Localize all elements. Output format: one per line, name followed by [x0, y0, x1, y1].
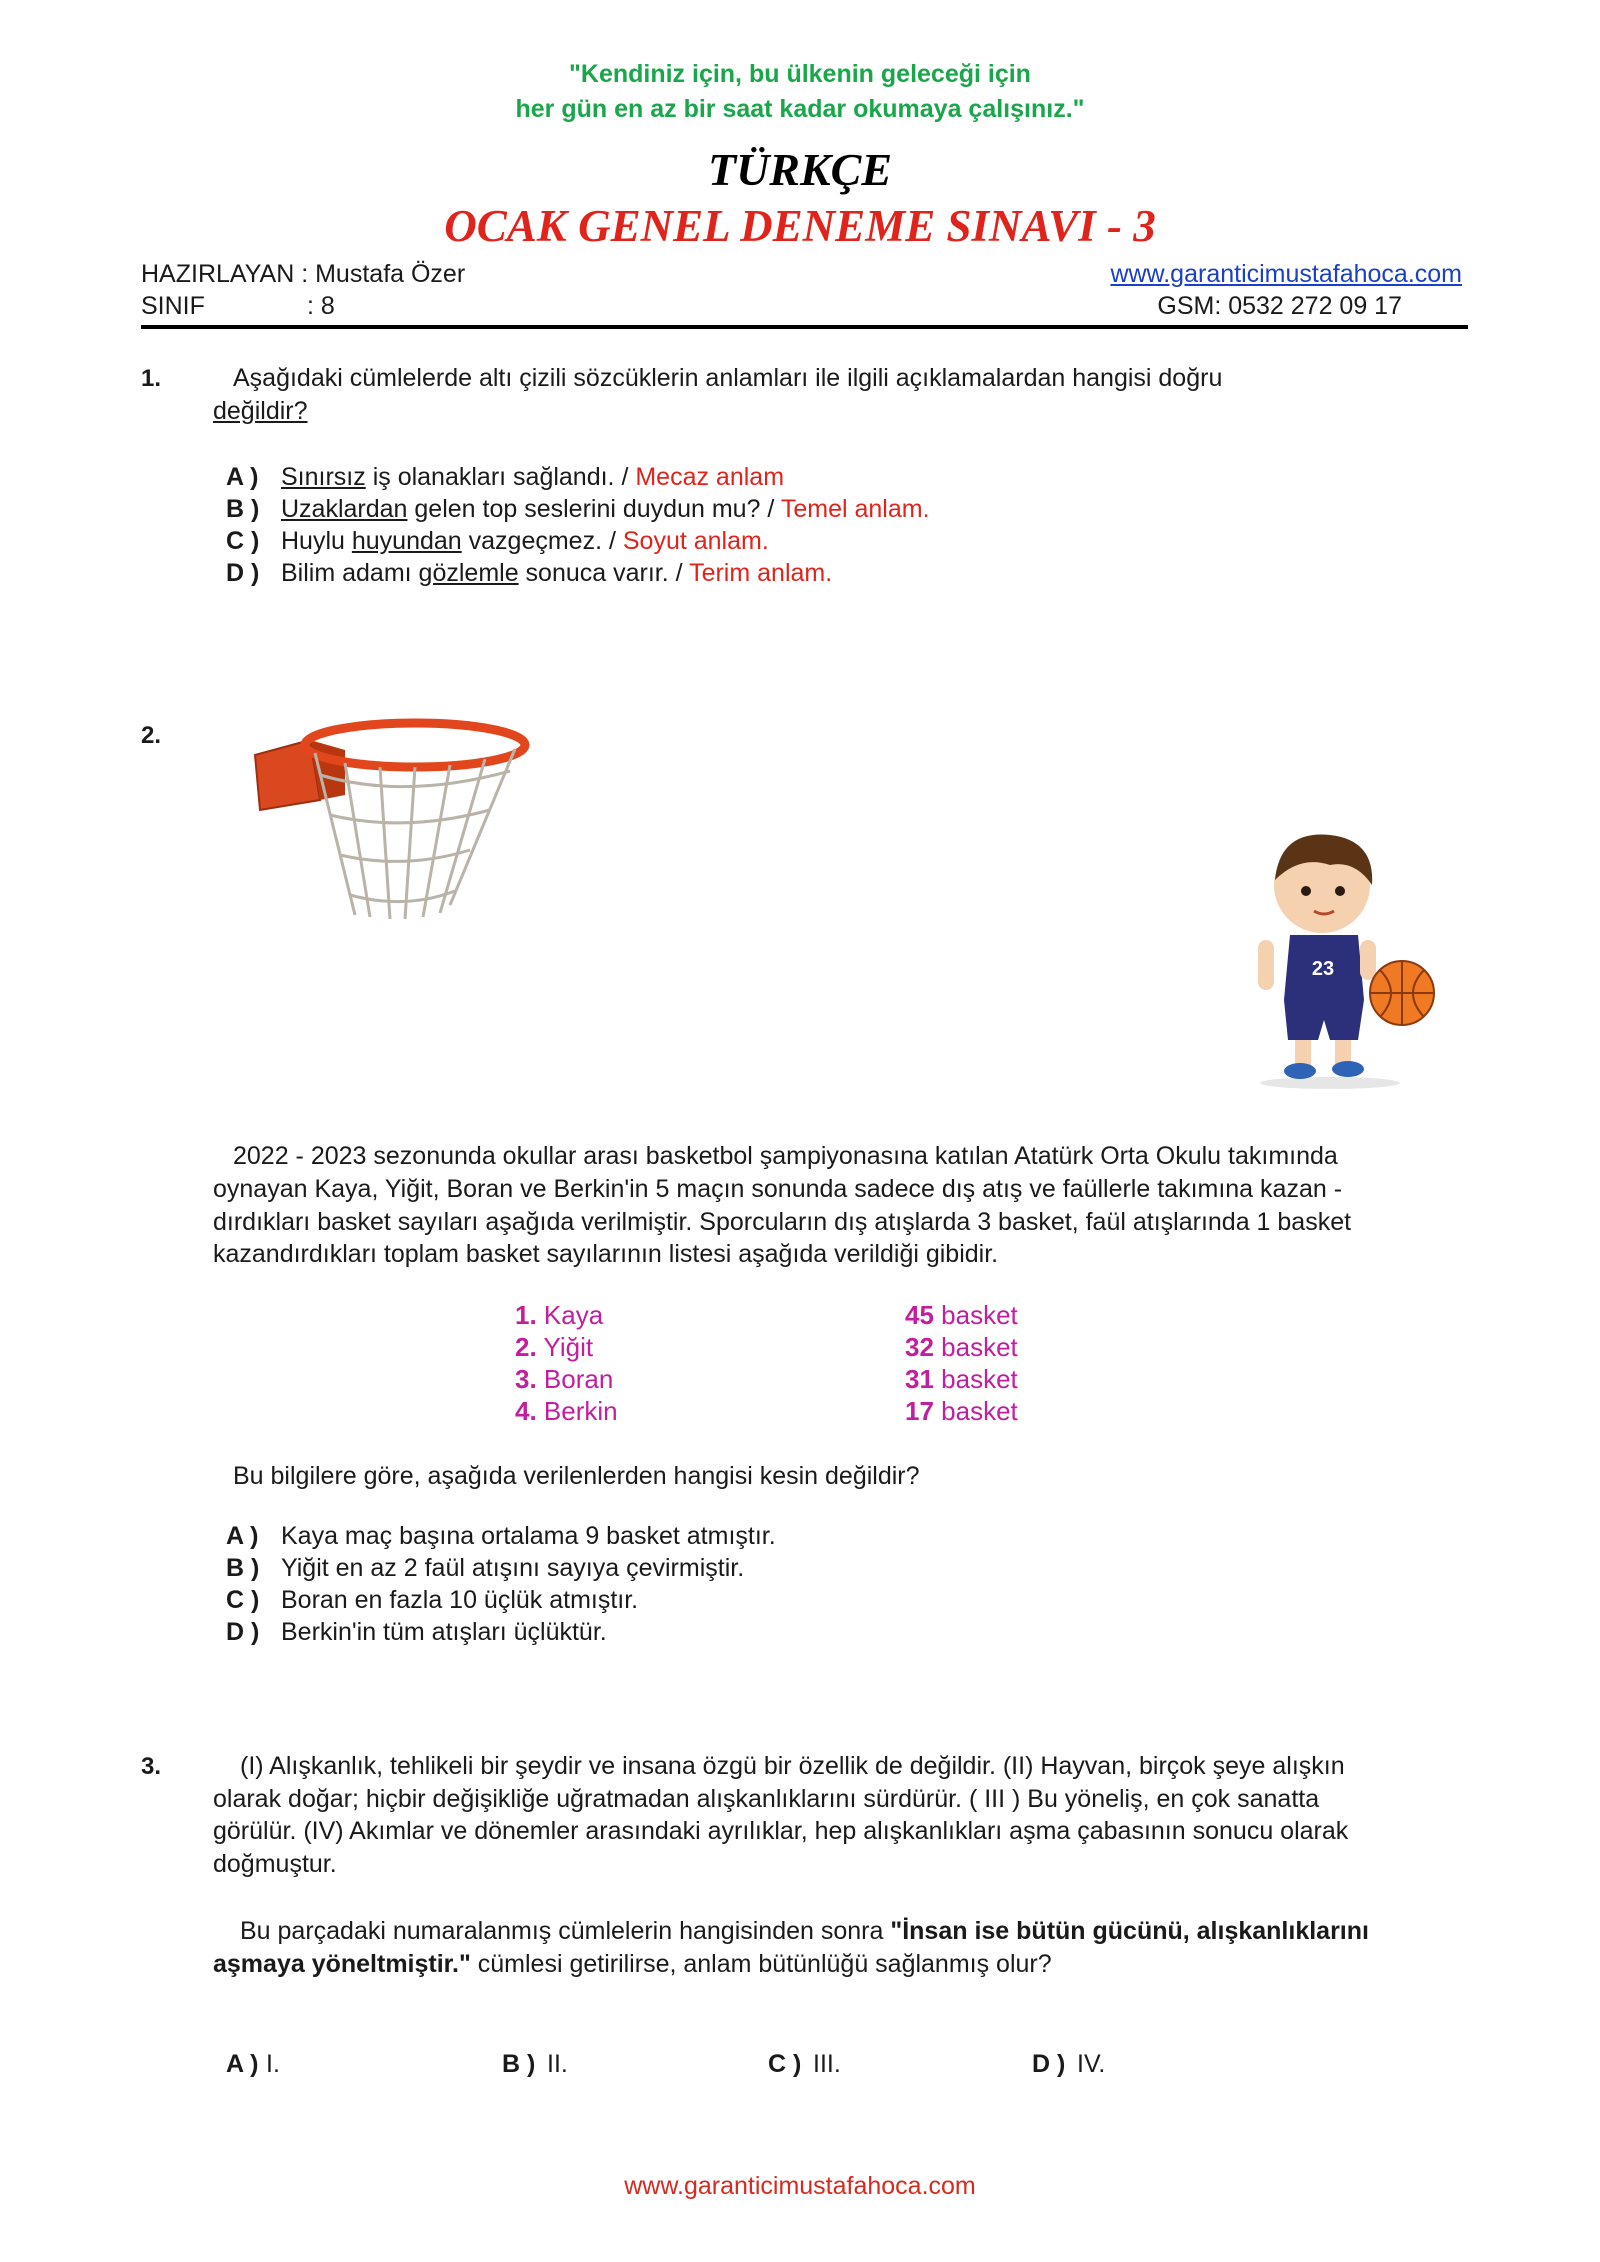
q1-option-b[interactable]: B ) Uzaklardan gelen top seslerini duydun mu? / Temel anlam.: [226, 495, 930, 523]
q3-option-b[interactable]: B ) II.: [502, 2050, 568, 2078]
question-2-options: [226, 1520, 776, 1648]
score-row: 32 basket: [905, 1332, 1018, 1362]
score-row: 31 basket: [905, 1364, 1018, 1394]
q2-option-a[interactable]: A ) Kaya maç başına ortalama 9 basket atmıştır.: [226, 1522, 776, 1550]
q3-paragraph-line-4: doğmuştur.: [213, 1850, 337, 1878]
class-label: SINIF: [141, 292, 205, 320]
question-1-stem: Aşağıdaki cümlelerde altı çizili sözcüklerin anlamları ile ilgili açıklamalardan hangisi doğru: [233, 364, 1223, 392]
question-3-prompt-line-2: aşmaya yöneltmiştir." cümlesi getirilirse, anlam bütünlüğü sağlanmış olur?: [213, 1950, 1052, 1978]
player-row: 4. Berkin: [515, 1396, 618, 1426]
q2-paragraph-line-2: oynayan Kaya, Yiğit, Boran ve Berkin'in 5 maçın sonunda sadece dış atış ve faüllerle takımına kazan -: [213, 1175, 1343, 1203]
player-row: 2. Yiğit: [515, 1332, 594, 1362]
q3-option-c[interactable]: C ) III.: [768, 2050, 841, 2078]
subject-title: TÜRKÇE: [707, 144, 893, 195]
q3-option-a[interactable]: A ) I.: [226, 2050, 280, 2078]
q3-paragraph-line-2: olarak doğar; hiçbir değişikliğe uğratmadan alışkanlıklarını sürdürür. ( III ) Bu yöneliş, en çok sanatta: [213, 1785, 1320, 1813]
phone-number: GSM: 0532 272 09 17: [1157, 292, 1402, 320]
player-row: 3. Boran: [515, 1364, 614, 1394]
q2-option-b[interactable]: B ) Yiğit en az 2 faül atışını sayıya çevirmiştir.: [226, 1554, 745, 1582]
header-website-link[interactable]: www.garanticimustafahoca.com: [1110, 260, 1462, 288]
footer-website-link[interactable]: www.garanticimustafahoca.com: [624, 2172, 976, 2200]
question-1-number: 1.: [141, 365, 162, 392]
q2-paragraph-line-3: dırdıkları basket sayıları aşağıda verilmiştir. Sporcuların dış atışlarda 3 basket, faül atışlarında 1 basket: [213, 1208, 1352, 1236]
q2-option-d[interactable]: D ) Berkin'in tüm atışları üçlüktür.: [226, 1618, 607, 1646]
exam-title: OCAK GENEL DENEME SINAVI - 3: [444, 201, 1156, 251]
q2-paragraph-line-1: 2022 - 2023 sezonunda okullar arası basketbol şampiyonasına katılan Atatürk Orta Okulu takımında: [233, 1142, 1338, 1170]
player-list: [515, 1299, 618, 1427]
header-divider: [141, 325, 1468, 329]
question-1-stem-underlined: değildir?: [213, 397, 308, 425]
q1-option-d[interactable]: D ) Bilim adamı gözlemle sonuca varır. / Terim anlam.: [226, 559, 833, 587]
q1-option-a[interactable]: A ) Sınırsız iş olanakları sağlandı. / Mecaz anlam: [226, 463, 785, 491]
q2-paragraph-line-4: kazandırdıkları toplam basket sayılarının listesi aşağıda verildiği gibidir.: [213, 1240, 999, 1268]
q3-option-d[interactable]: D ) IV.: [1032, 2050, 1106, 2078]
player-row: 1. Kaya: [515, 1300, 604, 1330]
basketball-player-illustration: [1240, 825, 1440, 1090]
motto-line-2: her gün en az bir saat kadar okumaya çalışınız.": [515, 95, 1085, 123]
motto-line-1: "Kendiniz için, bu ülkenin geleceği için: [569, 60, 1031, 88]
q1-option-c[interactable]: C ) Huylu huyundan vazgeçmez. / Soyut anlam.: [226, 527, 769, 555]
score-row: 45 basket: [905, 1300, 1018, 1330]
basketball-hoop-illustration: [245, 705, 530, 930]
question-2-prompt: Bu bilgilere göre, aşağıda verilenlerden hangisi kesin değildir?: [233, 1462, 920, 1490]
score-row: 17 basket: [905, 1396, 1018, 1426]
question-3-number: 3.: [141, 1753, 162, 1780]
question-3-prompt-line-1: Bu parçadaki numaralanmış cümlelerin hangisinden sonra "İnsan ise bütün gücünü, alışkanlıklarını: [240, 1917, 1369, 1945]
q3-paragraph-line-1: (I) Alışkanlık, tehlikeli bir şeydir ve insana özgü bir özellik de değildir. (II) Hayvan, birçok şeye alışkın: [240, 1752, 1345, 1780]
prepared-by: HAZIRLAYAN : Mustafa Özer: [141, 260, 466, 288]
jersey-number: 23: [1311, 958, 1335, 980]
question-2-number: 2.: [141, 722, 162, 749]
class-value: : 8: [307, 292, 335, 320]
score-list: [905, 1299, 1018, 1427]
q3-paragraph-line-3: görülür. (IV) Akımlar ve dönemler arasındaki ayrılıklar, hep alışkanlıkları aşma çabasının sonucu olarak: [213, 1817, 1349, 1845]
question-1-options: [226, 461, 930, 589]
q2-option-c[interactable]: C ) Boran en fazla 10 üçlük atmıştır.: [226, 1586, 639, 1614]
